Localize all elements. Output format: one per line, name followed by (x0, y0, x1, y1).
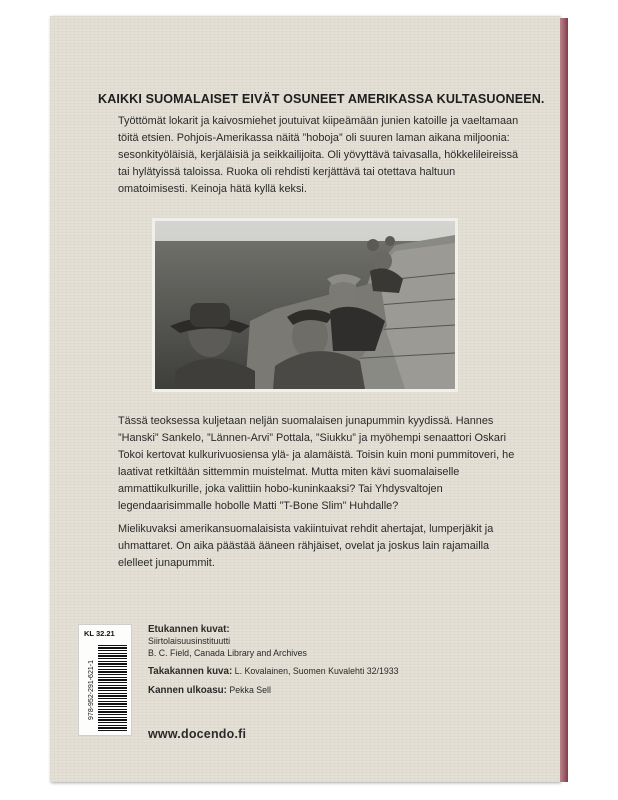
cover-design-credit-label: Kannen ulkoasu: (148, 685, 227, 696)
isbn: 978-952-291-621-1 (88, 660, 95, 720)
classification-code: KL 32.21 (84, 629, 115, 638)
photo-illustration (155, 221, 455, 389)
back-cover-credit-text: L. Kovalainen, Suomen Kuvalehti 32/1933 (234, 666, 399, 676)
front-cover-credit-line-2: B. C. Field, Canada Library and Archives (148, 648, 307, 658)
front-cover-credit-label: Etukannen kuvat: (148, 624, 230, 635)
front-cover-credit-line-1: Siirtolaisuusinstituutti (148, 636, 231, 646)
cover-design-credit (148, 684, 488, 697)
back-cover-credit (148, 665, 488, 678)
barcode-box (78, 624, 132, 736)
cover-design-credit-text: Pekka Sell (229, 685, 271, 695)
image-credits (148, 624, 488, 697)
headline: KAIKKI SUOMALAISET EIVÄT OSUNEET AMERIKASSA KULTASUONEEN. (98, 92, 545, 106)
back-cover-credit-label: Takakannen kuva: (148, 666, 233, 677)
blurb-paragraph-2: Tässä teoksessa kuljetaan neljän suomalaisen junapummin kyydissä. Hannes ”Hanski” Sankelo, ”Lännen-Arvi” Pottala, ”Siukku” ja myöhempi senaattori Oskari Tokoi kertovat kulkurivuosiensa ylä- ja alamäistä. Toisin kuin moni pummitoveri, he laativat retkiltään sittemmin muistelmat. Mutta miten kävi suomalaiselle ammattikulkurille, joka valittiin hobo-kuninkaaksi? Tai Yhdysvaltojen legendaarisimmalle hobolle Matti ”T-Bone Slim” Huhdalle? (118, 415, 515, 513)
barcode-bars (98, 643, 127, 731)
hobo-train-photo (152, 218, 458, 392)
spine-edge (560, 18, 568, 782)
blurb-paragraph-3: Mielikuvaksi amerikansuomalaisista vakiintuivat rehdit ahertajat, lumperjäkit ja uhmattaret. On aika päästää ääneen rähjäiset, ovelat ja joskus lain rajamailla elelleet junapummit. (118, 523, 494, 570)
publisher-website: www.docendo.fi (148, 727, 247, 741)
blurb-paragraph-1: Työttömät lokarit ja kaivosmiehet joutuivat kiipeämään junien katoille ja vaeltamaan töitä etsien. Pohjois-Amerikassa näitä ”hoboja” oli suuren laman aikana miljoonia: sesonkityöläisiä, kerjäläisiä ja seikkailijoita. Oli yövyttävä taivasalla, hökkelileireissä tai hylätyissä taloissa. Ruoka oli rehdisti kerjättävä tai otettava haltuun omatoimisesti. Keinoja hätä kyllä keksi. (118, 115, 519, 196)
